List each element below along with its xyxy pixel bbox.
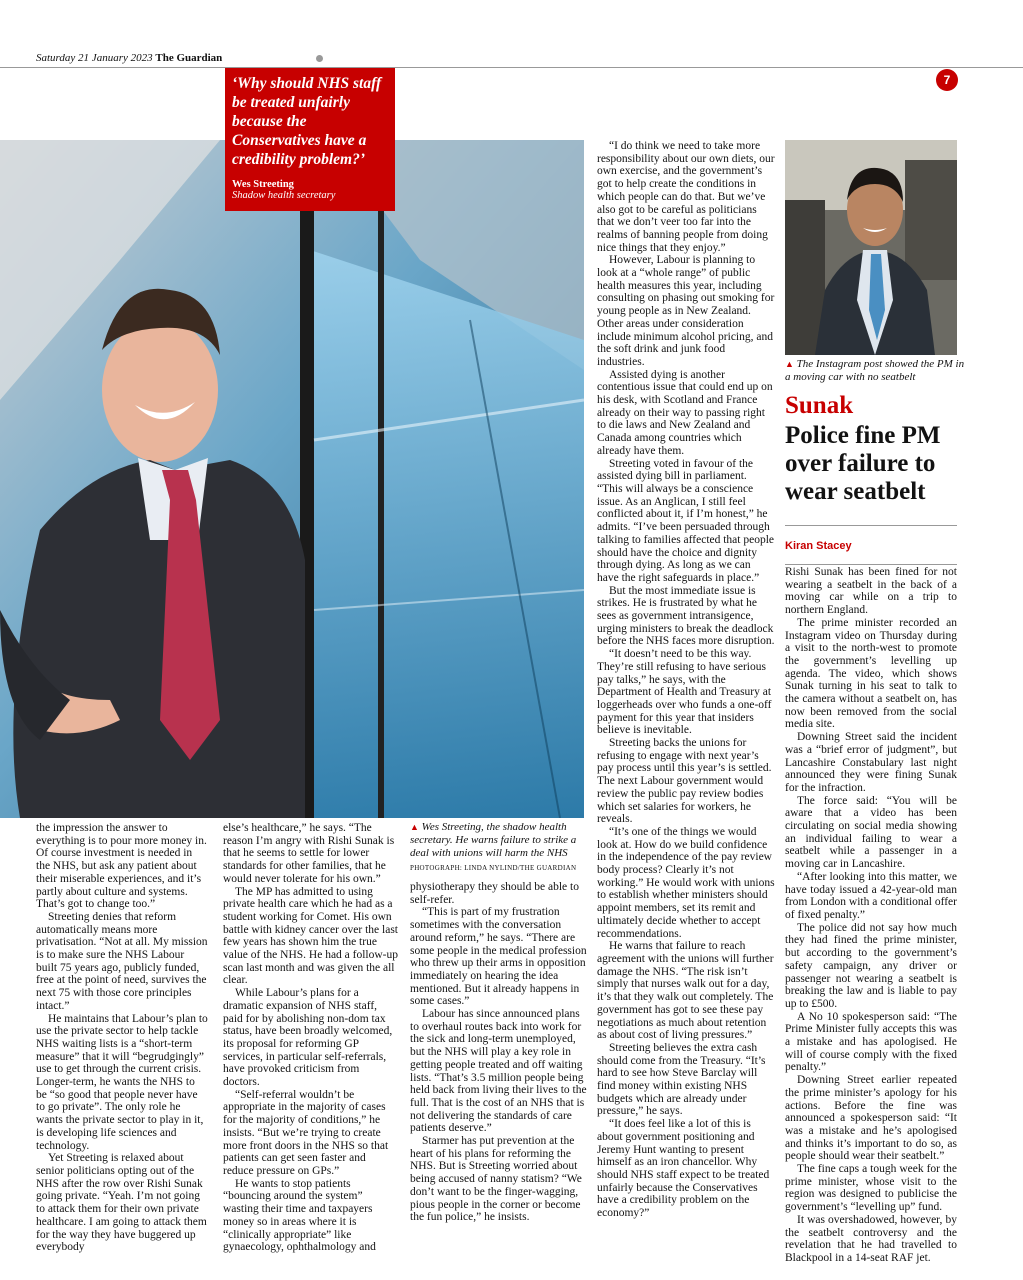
byline-rule-bottom xyxy=(785,564,957,565)
paragraph: Downing Street said the incident was a “brief error of judgment”, but Lancashire Constabulary last night announced they were fining Sunak for the infraction. xyxy=(785,731,957,794)
folio xyxy=(36,52,222,64)
pull-quote-text: ‘Why should NHS staff be treated unfairly because the Conservatives have a credibility problem?’ xyxy=(232,75,382,168)
paragraph: The force said: “You will be aware that a video has been circulating on social media showing an individual failing to wear a seatbelt while a passenger in a moving car in Lancashire. xyxy=(785,794,957,871)
sunak-photo-caption xyxy=(785,358,965,383)
paragraph: “Self-referral wouldn’t be appropriate in the majority of cases for the majority of conditions,” he insists. “But we’re trying to create more front doors in the NHS so that patients can get seen faster and reduce pressure on GPs.” xyxy=(223,1088,389,1177)
paragraph: While Labour’s plans for a dramatic expansion of NHS staff, paid for by abolishing non-dom tax status, have been broadly welcomed, its proposal for reforming GP services, in particular self-referrals, have provoked criticism from doctors. xyxy=(223,987,393,1089)
top-rule xyxy=(0,67,1023,68)
article-column-2 xyxy=(223,822,398,1254)
paragraph: Streeting believes the extra cash should come from the Treasury. “It’s hard to see how Steve Barclay will find money within existing NHS budgets which are already under pressure,” he says. xyxy=(597,1041,766,1118)
paragraph: Streeting denies that reform automatically means more privatisation. “Not at all. My mission is to make sure the NHS Labour built 75 years ago, publicly funded, free at the point of need, survives the next 75 with those core principles intact.” xyxy=(36,910,208,1012)
paragraph: physiotherapy they should be able to self-refer. xyxy=(410,881,579,906)
sunak-photo xyxy=(785,140,957,355)
paragraph: Labour has since announced plans to overhaul routes back into work for the sick and long-term unemployed, but the NHS will play a key role in getting people treated and off waiting lists. “That’s 3.5 million people being held back from living their lives to the full. That is the cost of an NHS that is not delivering the standards of care patients deserve.” xyxy=(410,1008,587,1135)
paragraph: Downing Street earlier repeated the prime minister’s apology for his actions. Before the fine was announced a spokesperson said: “It was a mistake and he’s apologised and thinks it’s important to do so, as people should wear their seatbelt.” xyxy=(785,1074,957,1163)
folio-dot xyxy=(316,55,323,62)
pull-quote-box xyxy=(225,68,395,211)
pull-quote-role: Shadow health secretary xyxy=(232,190,336,201)
paragraph: The prime minister recorded an Instagram video on Thursday during a visit to the north-west to promote the government’s levelling up agenda. The video, which shows Sunak turning in his seat to talk to the camera without a seatbelt on, has now been removed from the social media site. xyxy=(785,616,957,731)
paper-name: The Guardian xyxy=(155,52,223,64)
paragraph: However, Labour is planning to look at a “whole range” of public health measures this year, including consulting on phasing out smoking for young people as in New Zealand. Other areas under consideration include minimum alcohol pricing, and the soft drink and junk food industries. xyxy=(597,254,775,368)
paragraph: “It does feel like a lot of this is about government positioning and Jeremy Hunt wanting to present himself as an iron chancellor. Why should NHS staff expect to be treated unfairly because the Conservatives have a credibility problem on the economy?” xyxy=(597,1118,770,1220)
paragraph: The fine caps a tough week for the prime minister, whose visit to the region was designed to publicise the government’s “levelling up” fund. xyxy=(785,1163,957,1214)
paragraph: Yet Streeting is relaxed about senior politicians opting out of the NHS after the row over Rishi Sunak going private. “Yeah. I’m not going to attack them for their own private healthcare. I am going to attack them for the way they have buggered up everybody xyxy=(36,1152,207,1254)
issue-date: Saturday 21 January 2023 xyxy=(36,52,153,64)
paragraph: Streeting voted in favour of the assisted dying bill in parliament. “This will always be a conscience issue. As an Anglican, I still feel conflicted about it, if I’m honest,” he admits. “I’ve been persuaded through talking to families affected that people should have the choice and dignity through dying. As long as we can have the right safeguards in place.” xyxy=(597,457,775,584)
sidebar-headline: Police fine PM over failure to wear seatbelt xyxy=(785,422,941,505)
paragraph: the impression the answer to everything is to pour more money in. Of course investment is needed in the NHS, but ask any patient about their miserable experiences, and it’s partly about culture and systems. That’s got to change too.” xyxy=(36,822,207,911)
paragraph: “I do think we need to take more responsibility about our own diets, our own exercise, and the government’s got to help create the conditions in which people can do that. But we’ve also got to be careful as politicians that we don’t veer too far into the realms of banning people from doing nice things that they enjoy.” xyxy=(597,140,775,254)
caption-text: The Instagram post showed the PM in a moving car with no seatbelt xyxy=(785,358,965,383)
caption-text: Wes Streeting, the shadow health secretary. He warns failure to strike a deal with unions will harm the NHS xyxy=(410,821,577,859)
paragraph: He maintains that Labour’s plan to use the private sector to help tackle NHS waiting lists is a “short-term measure” that it will “begrudgingly” use to get through the current crisis. Longer-term, he wants the NHS to be “so good that people never have to go private”. The only role he wants the private sector to play in it, is developing life sciences and technology. xyxy=(36,1012,208,1152)
paragraph: “After looking into this matter, we have today issued a 42-year-old man from London with a conditional offer of fixed penalty.” xyxy=(785,870,957,921)
article-column-4 xyxy=(597,140,775,1220)
pull-quote-name: Wes Streeting xyxy=(232,179,294,190)
article-column-1 xyxy=(36,822,208,1254)
paragraph: Streeting backs the unions for refusing to engage with next year’s pay process until this year’s is settled. The next Labour government would review the public pay review bodies which set salaries for workers, he reveals. xyxy=(597,737,772,826)
paragraph: The MP has admitted to using private health care which he had as a student working for Comet. His own battle with kidney cancer over the last few years has shown him the true value of the NHS. He had a follow-up scan last month and was given the all clear. xyxy=(223,885,399,987)
paragraph: But the most immediate issue is strikes. He is frustrated by what he sees as government intransigence, urging ministers to break the deadlock before the NHS faces more disruption. xyxy=(597,584,775,648)
paragraph: “It doesn’t need to be this way. They’re still refusing to have serious pay talks,” he says, with the Department of Health and Treasury at loggerheads over who funds a one-off payment for this year that insiders believe is inevitable. xyxy=(597,648,772,737)
paragraph: Rishi Sunak has been fined for not wearing a seatbelt in the back of a moving car while on a trip to northern England. xyxy=(785,566,957,617)
page-number: 7 xyxy=(936,69,958,91)
sidebar-kicker: Sunak xyxy=(785,392,854,419)
paragraph: “This is part of my frustration sometimes with the conversation around reform,” he says. “There are some people in the medical profession who threw up their arms in opposition immediately on hearing the idea mentioned. But it already happens in some cases.” xyxy=(410,906,587,1008)
paragraph: else’s healthcare,” he says. “The reason I’m angry with Rishi Sunak is that he seems to settle for lower standards for other families, that he would never tolerate for his own.” xyxy=(223,822,395,885)
paragraph: He warns that failure to reach agreement with the unions will further damage the NHS. “The risk isn’t simply that nurses walk out for a day, it’s that they walk out completely. The government has got to see these pay negotiations as much about retention as about cost of living pressures.” xyxy=(597,940,774,1042)
main-photo xyxy=(0,140,584,818)
article-column-3 xyxy=(410,881,588,1224)
main-photo-caption xyxy=(410,821,590,875)
paragraph: “It’s one of the things we would look at. How do we build confidence in the independence of the pay review body process? Clearly it’s not working.” He would work with unions to establish whether ministers should appoint members, set its remit and ultimately decide whether to accept recommendations. xyxy=(597,825,775,940)
sidebar-article xyxy=(785,566,957,1265)
byline: Kiran Stacey xyxy=(785,540,852,552)
paragraph: The police did not say how much they had fined the prime minister, but according to the government’s safety campaign, any driver or passenger not wearing a seatbelt is breaking the law and is liable to pay up to £500. xyxy=(785,921,957,1010)
paragraph: Starmer has put prevention at the heart of his plans for reforming the NHS. But is Streeting worried about being accused of nanny statism? “We don’t want to be the finger-wagging, pious people in the corner or become the fun police,” he insists. xyxy=(410,1135,582,1224)
paragraph: Assisted dying is another contentious issue that could end up on his desk, with Scotland and France already on their way to passing right to die laws and New Zealand and Canada among countries which already have them. xyxy=(597,368,773,457)
caption-triangle-icon: ▲ xyxy=(785,359,794,369)
paragraph: A No 10 spokesperson said: “The Prime Minister fully accepts this was a mistake and has apologised. He will of course comply with the fixed penalty.” xyxy=(785,1010,957,1074)
caption-triangle-icon: ▲ xyxy=(410,822,419,832)
byline-rule xyxy=(785,525,957,526)
photo-credit: PHOTOGRAPH: LINDA NYLIND/THE GUARDIAN xyxy=(410,864,577,872)
paragraph: It was overshadowed, however, by the seatbelt controversy and the revelation that he had travelled to Blackpool in a 14-seat RAF jet. xyxy=(785,1213,957,1264)
paragraph: He wants to stop patients “bouncing around the system” wasting their time and taxpayers money so in areas where it is “clinically appropriate” like gynaecology, ophthalmology and xyxy=(223,1177,376,1254)
